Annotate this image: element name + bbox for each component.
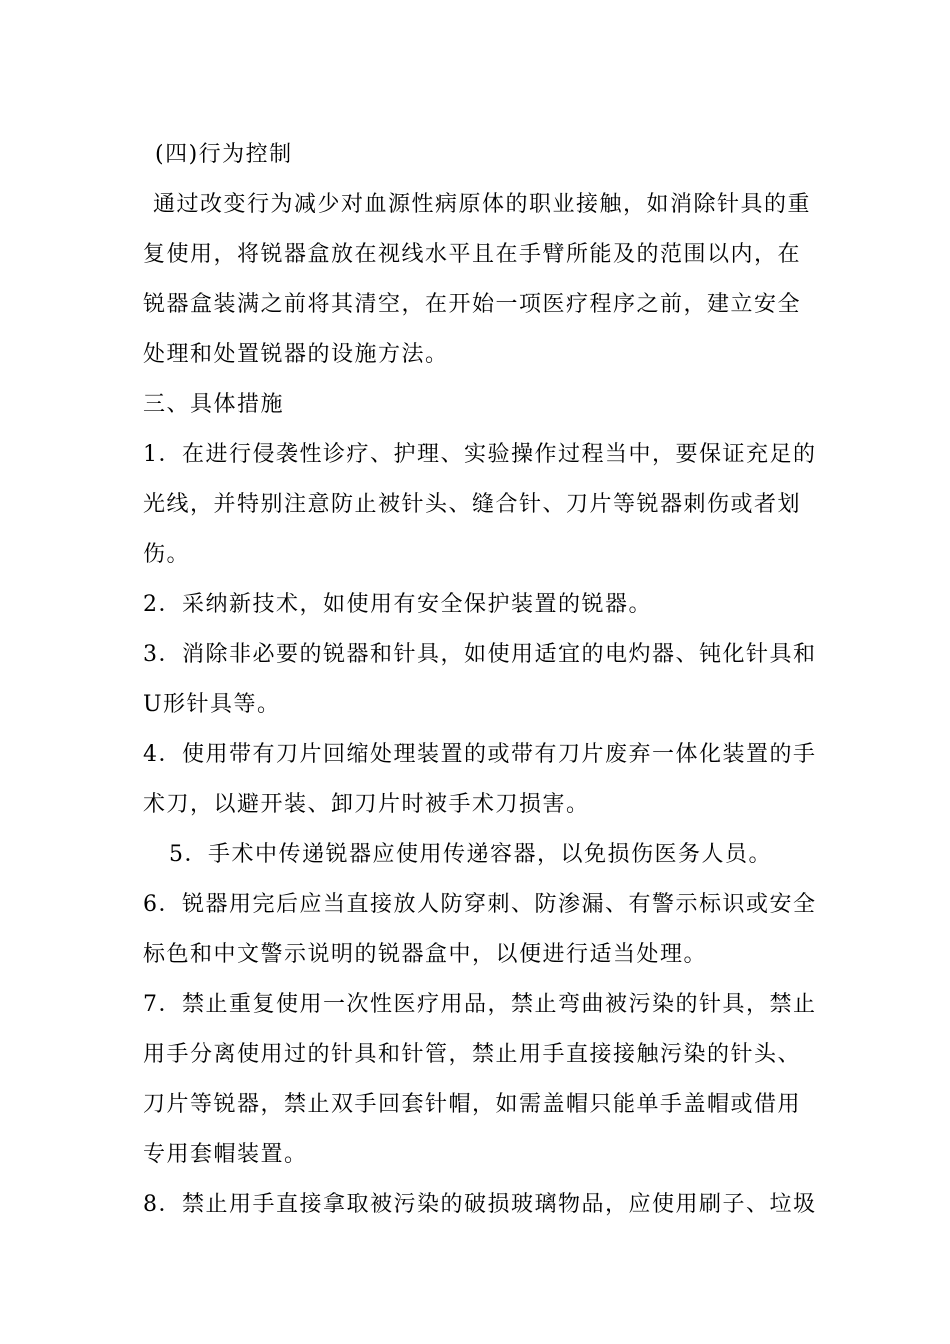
text-line: 标色和中文警示说明的锐器盒中，以便进行适当处理。 bbox=[143, 942, 708, 967]
text-line: 光线，并特别注意防止被针头、缝合针、刀片等锐器刺伤或者划 bbox=[143, 492, 802, 517]
text-line: 用手分离使用过的针具和针管，禁止用手直接接触污染的针头、 bbox=[143, 1042, 802, 1067]
text-line: 锐器盒装满之前将其清空，在开始一项医疗程序之前，建立安全 bbox=[143, 292, 802, 317]
measure-item-1 bbox=[143, 430, 817, 580]
text-line: 复使用，将锐器盒放在视线水平且在手臂所能及的范围以内，在 bbox=[143, 242, 802, 267]
text-line: 伤。 bbox=[143, 542, 191, 567]
text-line: 3．消除非必要的锐器和针具，如使用适宜的电灼器、钝化针具和 bbox=[143, 642, 817, 667]
text-line: 7．禁止重复使用一次性医疗用品，禁止弯曲被污染的针具，禁止 bbox=[143, 992, 817, 1017]
measures-heading bbox=[143, 380, 809, 430]
measure-item-4 bbox=[143, 730, 817, 830]
text-line: 通过改变行为减少对血源性病原体的职业接触，如消除针具的重 bbox=[153, 192, 812, 217]
text-line: 2．采纳新技术，如使用有安全保护装置的锐器。 bbox=[143, 592, 652, 617]
text-line: 8．禁止用手直接拿取被污染的破损玻璃物品，应使用刷子、垃圾 bbox=[143, 1192, 817, 1217]
text-line: 术刀，以避开装、卸刀片时被手术刀损害。 bbox=[143, 792, 590, 817]
text-line: 处理和处置锐器的设施方法。 bbox=[143, 342, 449, 367]
document-body bbox=[143, 130, 817, 1230]
measure-item-6 bbox=[143, 880, 817, 980]
text-line: 6．锐器用完后应当直接放人防穿刺、防渗漏、有警示标识或安全 bbox=[143, 892, 817, 917]
section-heading bbox=[143, 130, 809, 180]
measure-item-2 bbox=[143, 580, 809, 630]
measure-item-8 bbox=[143, 1180, 817, 1230]
measure-item-5 bbox=[143, 830, 809, 880]
text-line: 4．使用带有刀片回缩处理装置的或带有刀片废弃一体化装置的手 bbox=[143, 742, 817, 767]
measure-item-3 bbox=[143, 630, 817, 730]
text-line: 1．在进行侵袭性诊疗、护理、实验操作过程当中，要保证充足的 bbox=[143, 442, 817, 467]
text-line: 三、具体措施 bbox=[143, 392, 285, 417]
intro-paragraph bbox=[143, 180, 812, 380]
text-line: (四)行为控制 bbox=[155, 142, 293, 167]
text-line: 刀片等锐器，禁止双手回套针帽，如需盖帽只能单手盖帽或借用 bbox=[143, 1092, 802, 1117]
measure-item-7 bbox=[143, 980, 817, 1180]
text-line: 5．手术中传递锐器应使用传递容器，以免损伤医务人员。 bbox=[169, 842, 772, 867]
text-line: U形针具等。 bbox=[143, 692, 281, 717]
text-line: 专用套帽装置。 bbox=[143, 1142, 308, 1167]
